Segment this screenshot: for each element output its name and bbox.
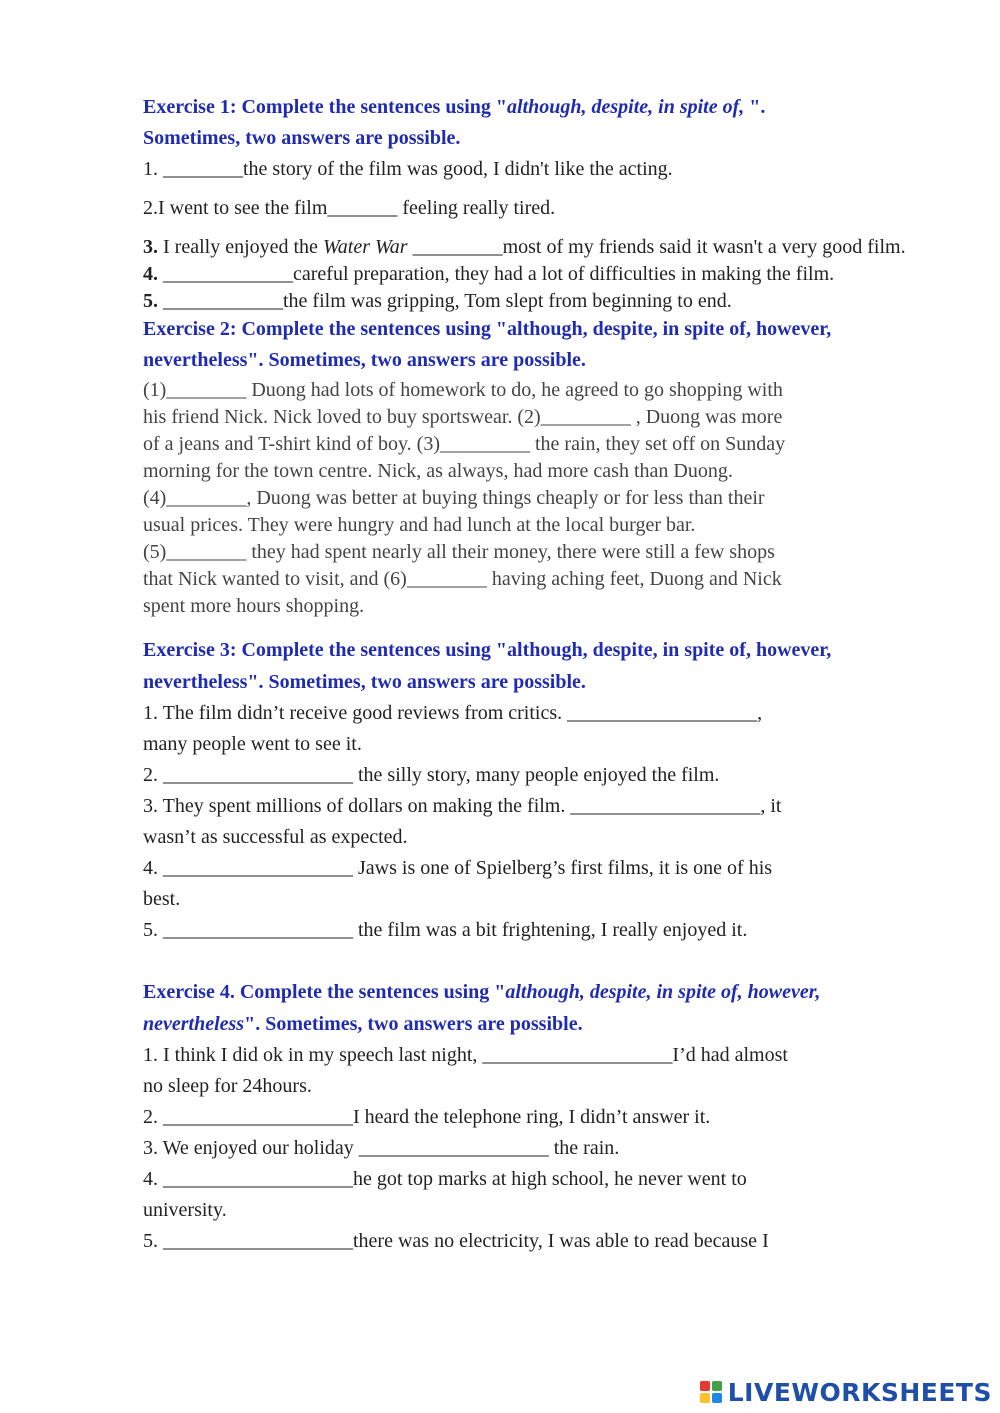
liveworksheets-logo[interactable] — [700, 1378, 992, 1407]
passage-line: usual prices. They were hungry and had lunch at the local burger bar. — [143, 514, 696, 536]
exercise-4-line: 2. ___________________I heard the telephone ring, I didn’t answer it. — [143, 1106, 711, 1128]
exercise-3-line: 4. ___________________ Jaws is one of Spielberg’s first films, it is one of his — [143, 857, 773, 879]
passage-line: (4)________, Duong was better at buying things cheaply or for less than their — [143, 487, 765, 509]
passage-line: (1)________ Duong had lots of homework to do, he agreed to go shopping with — [143, 379, 783, 401]
exercise-4-line: 1. I think I did ok in my speech last night, ___________________I’d had almost — [143, 1044, 788, 1066]
exercise-4-line: 5. ___________________there was no electricity, I was able to read because I — [143, 1230, 769, 1252]
exercise-4-heading: Exercise 4. Complete the sentences using "although, despite, in spite of, however, nevertheless". Sometimes, two answers are possible. — [143, 981, 821, 1035]
exercise-4-line: university. — [143, 1199, 227, 1221]
exercise-2-passage — [143, 377, 913, 620]
exercise-4-line: 4. ___________________he got top marks at high school, he never went to — [143, 1168, 747, 1190]
exercise-1-item-4: 4. _____________careful preparation, they had a lot of difficulties in making the film. — [143, 263, 835, 285]
exercise-3-line: 3. They spent millions of dollars on making the film. ___________________, it — [143, 795, 782, 817]
passage-line: (5)________ they had spent nearly all their money, there were still a few shops — [143, 541, 775, 563]
liveworksheets-logo-text: LIVEWORKSHEETS — [727, 1378, 992, 1407]
exercise-3-line: best. — [143, 888, 181, 910]
passage-line: morning for the town centre. Nick, as always, had more cash than Duong. — [143, 460, 733, 482]
passage-line: spent more hours shopping. — [143, 595, 365, 617]
exercise-1-item-5: 5. ____________the film was gripping, Tom slept from beginning to end. — [143, 290, 732, 312]
liveworksheets-logo-icon — [700, 1381, 724, 1405]
worksheet — [143, 92, 913, 1257]
exercise-4-line: no sleep for 24hours. — [143, 1075, 312, 1097]
exercise-3-line: 2. ___________________ the silly story, many people enjoyed the film. — [143, 764, 720, 786]
exercise-1-heading: Exercise 1: Complete the sentences using "although, despite, in spite of, ". Sometimes, two answers are possible. — [143, 96, 766, 149]
exercise-3-line: 1. The film didn’t receive good reviews from critics. ___________________, — [143, 702, 763, 724]
passage-line: of a jeans and T-shirt kind of boy. (3)_________ the rain, they set off on Sunday — [143, 433, 786, 455]
exercise-3-line: wasn’t as successful as expected. — [143, 826, 408, 848]
exercise-2 — [143, 314, 913, 620]
exercise-3-line: many people went to see it. — [143, 733, 362, 755]
exercise-1-item-1: 1. ________the story of the film was good, I didn't like the acting. — [143, 158, 673, 180]
passage-line: that Nick wanted to visit, and (6)________ having aching feet, Duong and Nick — [143, 568, 782, 590]
exercise-3-line: 5. ___________________ the film was a bit frightening, I really enjoyed it. — [143, 919, 748, 941]
exercise-4-line: 3. We enjoyed our holiday ___________________ the rain. — [143, 1137, 620, 1159]
exercise-1-item-2: 2.I went to see the film_______ feeling really tired. — [143, 197, 556, 219]
exercise-1-item-3: 3. I really enjoyed the Water War _________most of my friends said it wasn't a very good film. — [143, 236, 906, 258]
exercise-3-heading: Exercise 3: Complete the sentences using "although, despite, in spite of, however, nevertheless". Sometimes, two answers are possible. — [143, 639, 832, 693]
exercise-1 — [143, 92, 913, 315]
exercise-2-heading: Exercise 2: Complete the sentences using "although, despite, in spite of, however, nevertheless". Sometimes, two answers are possible. — [143, 318, 832, 371]
exercise-4 — [143, 976, 913, 1257]
exercise-3 — [143, 634, 913, 946]
passage-line: his friend Nick. Nick loved to buy sportswear. (2)_________ , Duong was more — [143, 406, 783, 428]
